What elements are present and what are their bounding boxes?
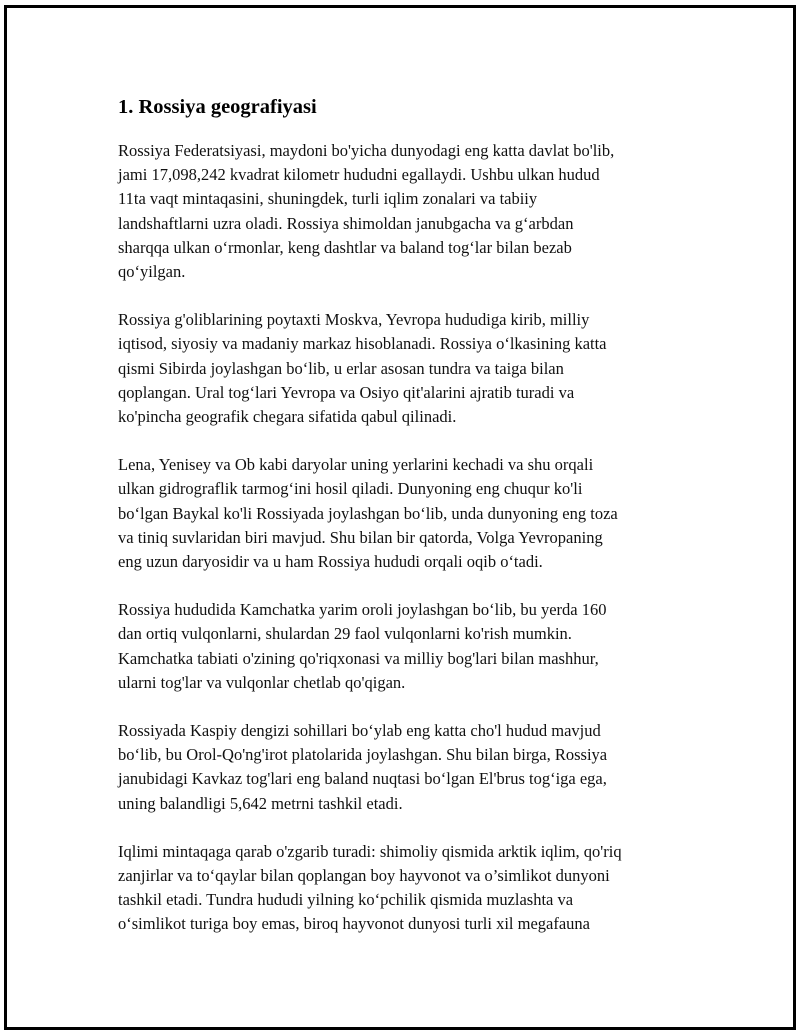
text-line: janubidagi Kavkaz tog'lari eng baland nuqtasi bo‘lgan El'brus tog‘iga ega, (118, 769, 607, 789)
text-line: bo‘lgan Baykal ko'li Rossiyada joylashgan bo‘lib, unda dunyoning eng toza (118, 503, 618, 523)
paragraph-5 (118, 719, 688, 816)
text-line: tashkil etadi. Tundra hududi yilning ko‘pchilik qismida muzlashta va (118, 890, 574, 910)
text-line: ko'pincha geografik chegara sifatida qabul qilinadi. (118, 407, 457, 427)
text-line: qo‘yilgan. (118, 262, 186, 282)
text-line: jami 17,098,242 kvadrat kilometr hududni egallaydi. Ushbu ulkan hudud (118, 165, 600, 185)
text-line: Rossiyada Kaspiy dengizi sohillari bo‘ylab eng katta cho'l hudud mavjud (118, 721, 601, 741)
text-line: landshaftlarni uzra oladi. Rossiya shimoldan janubgacha va g‘arbdan (118, 213, 574, 233)
text-line: Rossiya hududida Kamchatka yarim oroli joylashgan bo‘lib, bu yerda 160 (118, 600, 607, 620)
text-line: Kamchatka tabiati o'zining qo'riqxonasi va milliy bog'lari bilan mashhur, (118, 648, 599, 668)
text-line: Iqlimi mintaqaga qarab o'zgarib turadi: shimoliy qismida arktik iqlim, qo'riq (118, 841, 622, 861)
paragraph-2 (118, 308, 688, 429)
text-line: o‘simlikot turiga boy emas, biroq hayvonot dunyosi turli xil megafauna (118, 914, 591, 934)
paragraph-6 (118, 840, 688, 937)
paragraph-4 (118, 598, 688, 695)
text-line: iqtisod, siyosiy va madaniy markaz hisoblanadi. Rossiya o‘lkasining katta (118, 334, 607, 354)
text-line: ulkan gidrograflik tarmog‘ini hosil qiladi. Dunyoning eng chuqur ko'li (118, 479, 583, 499)
paragraph-1 (118, 139, 688, 284)
text-line: sharqqa ulkan o‘rmonlar, keng dashtlar va baland tog‘lar bilan bezab (118, 237, 572, 257)
text-line: 11ta vaqt mintaqasini, shuningdek, turli iqlim zonalari va tabiiy (118, 189, 538, 209)
document-body (118, 93, 688, 961)
text-line: Rossiya Federatsiyasi, maydoni bo'yicha dunyodagi eng katta davlat bo'lib, (118, 141, 615, 160)
text-line: Lena, Yenisey va Ob kabi daryolar uning yerlarini kechadi va shu orqali (118, 455, 594, 475)
text-line: qoplangan. Ural tog‘lari Yevropa va Osiyo qit'alarini ajratib turadi va (118, 382, 575, 402)
text-line: eng uzun daryosidir va u ham Rossiya hududi orqali oqib o‘tadi. (118, 552, 543, 572)
text-line: uning balandligi 5,642 metrni tashkil etadi. (118, 793, 403, 813)
text-line: zanjirlar va to‘qaylar bilan qoplangan boy hayvonot va o’simlikot dunyoni (118, 866, 610, 886)
text-line: ularni tog'lar va vulqonlar chetlab qo'qigan. (118, 672, 406, 692)
text-line: bo‘lib, bu Orol-Qo'ng'irot platolarida joylashgan. Shu bilan birga, Rossiya (118, 745, 608, 765)
text-line: va tiniq suvlaridan biri mavjud. Shu bilan bir qatorda, Volga Yevropaning (118, 527, 603, 547)
text-line: Rossiya g'oliblarining poytaxti Moskva, Yevropa hududiga kirib, milliy (118, 310, 590, 330)
text-line: qismi Sibirda joylashgan bo‘lib, u erlar asosan tundra va taiga bilan (118, 358, 564, 378)
paragraph-3 (118, 453, 688, 574)
section-heading: 1. Rossiya geografiyasi (118, 96, 317, 118)
text-line: dan ortiq vulqonlarni, shulardan 29 faol vulqonlarni ko'rish mumkin. (118, 624, 572, 644)
